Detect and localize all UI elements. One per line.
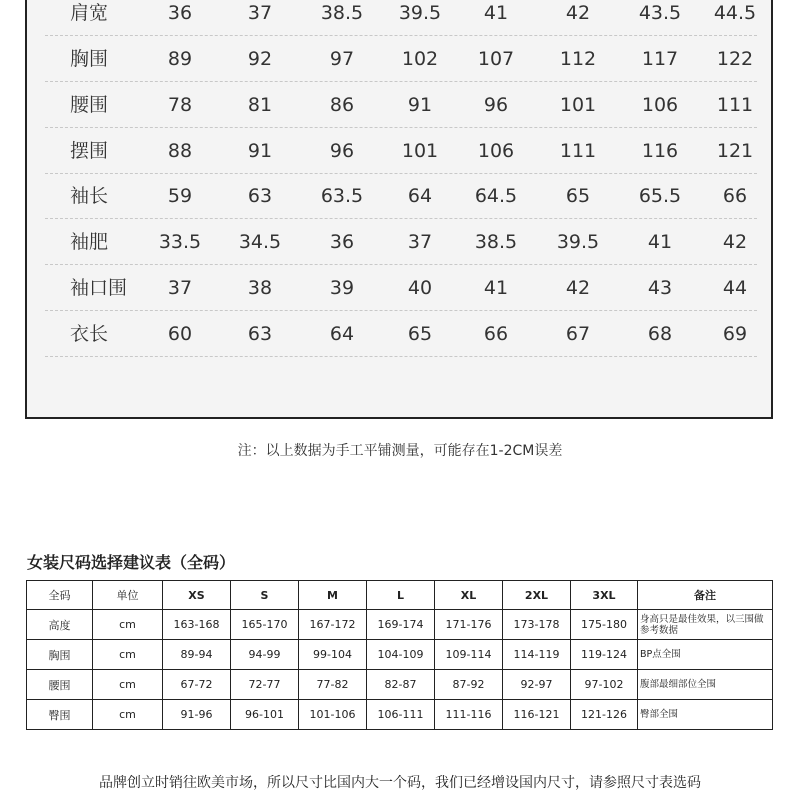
measure-row-4 bbox=[45, 173, 757, 219]
value-cell: 41 bbox=[483, 277, 509, 299]
range-cell: 114-119 bbox=[503, 640, 571, 670]
range-cell: 72-77 bbox=[231, 670, 299, 700]
row-label: 臀围 bbox=[27, 700, 93, 730]
remark-cell: 臀部全围 bbox=[638, 700, 773, 730]
measure-row-2 bbox=[45, 82, 757, 128]
range-cell: 101-106 bbox=[299, 700, 367, 730]
range-cell: 111-116 bbox=[435, 700, 503, 730]
header-cell: L bbox=[367, 581, 435, 610]
range-cell: 91-96 bbox=[163, 700, 231, 730]
value-cell: 40 bbox=[407, 277, 433, 299]
value-cell: 101 bbox=[559, 94, 597, 116]
range-cell: 97-102 bbox=[571, 670, 638, 700]
value-cell: 117 bbox=[641, 48, 679, 70]
range-cell: 121-126 bbox=[571, 700, 638, 730]
value-cell: 65 bbox=[407, 323, 433, 345]
measure-row-6 bbox=[45, 265, 757, 311]
row-label: 袖口围 bbox=[70, 277, 128, 299]
value-cell: 34.5 bbox=[238, 231, 282, 253]
row-label: 袖肥 bbox=[70, 231, 109, 253]
range-cell: 175-180 bbox=[571, 610, 638, 640]
range-cell: 89-94 bbox=[163, 640, 231, 670]
value-cell: 44 bbox=[722, 277, 748, 299]
value-cell: 67 bbox=[565, 323, 591, 345]
header-cell: M bbox=[299, 581, 367, 610]
value-cell: 38.5 bbox=[474, 231, 518, 253]
unit-cell: cm bbox=[93, 640, 163, 670]
value-cell: 43 bbox=[647, 277, 673, 299]
range-cell: 96-101 bbox=[231, 700, 299, 730]
value-cell: 63 bbox=[247, 323, 273, 345]
remark-cell: BP点全围 bbox=[638, 640, 773, 670]
value-cell: 60 bbox=[167, 323, 193, 345]
value-cell: 101 bbox=[401, 140, 439, 162]
value-cell: 33.5 bbox=[158, 231, 202, 253]
value-cell: 88 bbox=[167, 140, 193, 162]
value-cell: 36 bbox=[167, 2, 193, 24]
range-cell: 169-174 bbox=[367, 610, 435, 640]
measure-row-0 bbox=[45, 0, 757, 36]
value-cell: 78 bbox=[167, 94, 193, 116]
range-cell: 94-99 bbox=[231, 640, 299, 670]
value-cell: 92 bbox=[247, 48, 273, 70]
measure-row-7 bbox=[45, 311, 757, 357]
range-cell: 119-124 bbox=[571, 640, 638, 670]
value-cell: 63 bbox=[247, 185, 273, 207]
value-cell: 39.5 bbox=[556, 231, 600, 253]
header-cell: 全码 bbox=[27, 581, 93, 610]
value-cell: 65 bbox=[565, 185, 591, 207]
value-cell: 122 bbox=[716, 48, 754, 70]
row-label: 胸围 bbox=[70, 48, 109, 70]
value-cell: 69 bbox=[722, 323, 748, 345]
range-cell: 167-172 bbox=[299, 610, 367, 640]
value-cell: 102 bbox=[401, 48, 439, 70]
header-cell: 3XL bbox=[571, 581, 638, 610]
value-cell: 39 bbox=[329, 277, 355, 299]
value-cell: 42 bbox=[565, 2, 591, 24]
header-cell: S bbox=[231, 581, 299, 610]
row-label: 摆围 bbox=[70, 140, 109, 162]
value-cell: 64.5 bbox=[474, 185, 518, 207]
range-cell: 106-111 bbox=[367, 700, 435, 730]
value-cell: 111 bbox=[559, 140, 597, 162]
brand-size-note: 品牌创立时销往欧美市场，所以尺寸比国内大一个码，我们已经增设国内尺寸，请参照尺寸表选码 bbox=[99, 775, 701, 791]
header-cell: 备注 bbox=[638, 581, 773, 610]
women-table-title: 女装尺码选择建议表（全码） bbox=[27, 553, 236, 572]
row-divider bbox=[45, 356, 757, 357]
range-cell: 165-170 bbox=[231, 610, 299, 640]
row-label: 袖长 bbox=[70, 185, 109, 207]
value-cell: 96 bbox=[483, 94, 509, 116]
value-cell: 41 bbox=[647, 231, 673, 253]
value-cell: 37 bbox=[247, 2, 273, 24]
table-row bbox=[27, 670, 773, 700]
value-cell: 112 bbox=[559, 48, 597, 70]
value-cell: 91 bbox=[247, 140, 273, 162]
value-cell: 63.5 bbox=[320, 185, 364, 207]
value-cell: 37 bbox=[167, 277, 193, 299]
value-cell: 38 bbox=[247, 277, 273, 299]
range-cell: 77-82 bbox=[299, 670, 367, 700]
range-cell: 82-87 bbox=[367, 670, 435, 700]
range-cell: 171-176 bbox=[435, 610, 503, 640]
header-row bbox=[27, 581, 773, 610]
row-label: 衣长 bbox=[70, 323, 109, 345]
unit-cell: cm bbox=[93, 700, 163, 730]
unit-cell: cm bbox=[93, 610, 163, 640]
range-cell: 67-72 bbox=[163, 670, 231, 700]
value-cell: 43.5 bbox=[638, 2, 682, 24]
range-cell: 92-97 bbox=[503, 670, 571, 700]
header-cell: 2XL bbox=[503, 581, 571, 610]
header-cell: XL bbox=[435, 581, 503, 610]
value-cell: 44.5 bbox=[713, 2, 757, 24]
value-cell: 111 bbox=[716, 94, 754, 116]
range-cell: 173-178 bbox=[503, 610, 571, 640]
row-label: 肩宽 bbox=[70, 2, 109, 24]
value-cell: 37 bbox=[407, 231, 433, 253]
value-cell: 66 bbox=[483, 323, 509, 345]
value-cell: 121 bbox=[716, 140, 754, 162]
value-cell: 68 bbox=[647, 323, 673, 345]
value-cell: 65.5 bbox=[638, 185, 682, 207]
header-cell: XS bbox=[163, 581, 231, 610]
range-cell: 109-114 bbox=[435, 640, 503, 670]
measurement-note: 注：以上数据为手工平铺测量，可能存在1-2CM误差 bbox=[237, 443, 563, 459]
value-cell: 64 bbox=[329, 323, 355, 345]
table-row bbox=[27, 640, 773, 670]
value-cell: 66 bbox=[722, 185, 748, 207]
value-cell: 86 bbox=[329, 94, 355, 116]
remark-cell: 身高只是最佳效果，以三围做参考数据 bbox=[638, 610, 773, 640]
value-cell: 97 bbox=[329, 48, 355, 70]
table-row bbox=[27, 610, 773, 640]
value-cell: 42 bbox=[565, 277, 591, 299]
range-cell: 104-109 bbox=[367, 640, 435, 670]
row-label: 腰围 bbox=[27, 670, 93, 700]
range-cell: 163-168 bbox=[163, 610, 231, 640]
header-cell: 单位 bbox=[93, 581, 163, 610]
value-cell: 36 bbox=[329, 231, 355, 253]
value-cell: 59 bbox=[167, 185, 193, 207]
unit-cell: cm bbox=[93, 670, 163, 700]
row-label: 腰围 bbox=[70, 94, 109, 116]
value-cell: 106 bbox=[477, 140, 515, 162]
measure-row-1 bbox=[45, 36, 757, 82]
value-cell: 64 bbox=[407, 185, 433, 207]
value-cell: 41 bbox=[483, 2, 509, 24]
value-cell: 39.5 bbox=[398, 2, 442, 24]
value-cell: 91 bbox=[407, 94, 433, 116]
value-cell: 96 bbox=[329, 140, 355, 162]
row-label: 胸围 bbox=[27, 640, 93, 670]
measure-row-5 bbox=[45, 219, 757, 265]
value-cell: 89 bbox=[167, 48, 193, 70]
measure-row-3 bbox=[45, 128, 757, 174]
row-label: 高度 bbox=[27, 610, 93, 640]
range-cell: 116-121 bbox=[503, 700, 571, 730]
value-cell: 106 bbox=[641, 94, 679, 116]
value-cell: 81 bbox=[247, 94, 273, 116]
value-cell: 38.5 bbox=[320, 2, 364, 24]
range-cell: 87-92 bbox=[435, 670, 503, 700]
value-cell: 116 bbox=[641, 140, 679, 162]
value-cell: 107 bbox=[477, 48, 515, 70]
women-size-table bbox=[26, 580, 773, 730]
measurement-table bbox=[25, 0, 773, 419]
range-cell: 99-104 bbox=[299, 640, 367, 670]
remark-cell: 腹部最细部位全围 bbox=[638, 670, 773, 700]
value-cell: 42 bbox=[722, 231, 748, 253]
table-row bbox=[27, 700, 773, 730]
